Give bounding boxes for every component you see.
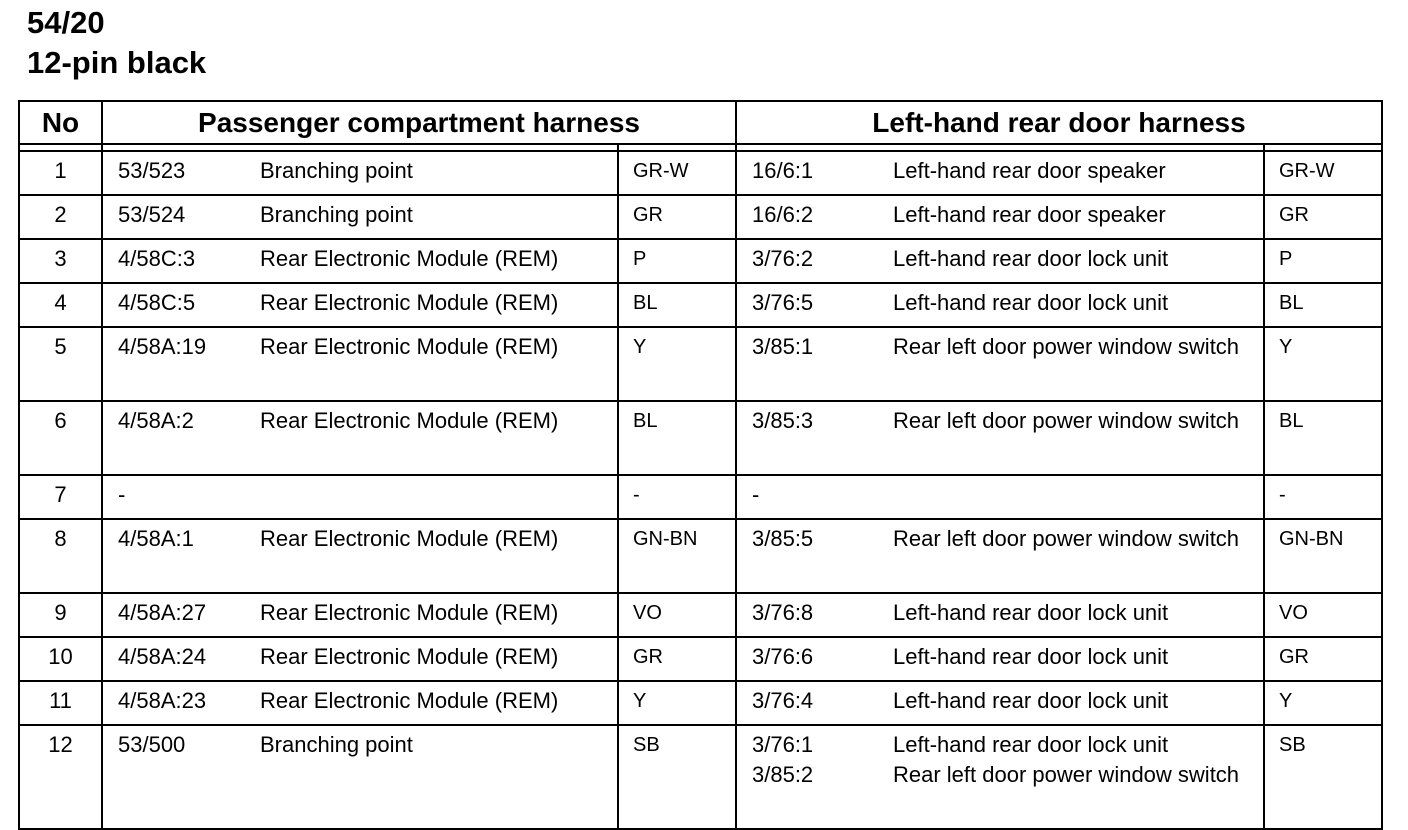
passenger-connection-cell bbox=[102, 195, 618, 239]
pin-number-cell: 2 bbox=[19, 195, 102, 239]
door-description: Left-hand rear door lock unit bbox=[893, 644, 1169, 669]
door-wire-color: GR bbox=[1264, 637, 1382, 681]
table-row bbox=[19, 195, 1382, 239]
passenger-code: 53/500 bbox=[118, 732, 186, 757]
door-connection-line bbox=[752, 598, 1263, 628]
passenger-connection-cell bbox=[102, 475, 618, 519]
passenger-connection-cell bbox=[102, 725, 618, 829]
passenger-wire-color: GR-W bbox=[618, 151, 736, 195]
door-connection-cell bbox=[736, 195, 1264, 239]
door-code: 3/76:5 bbox=[752, 290, 814, 315]
passenger-wire-color: VO bbox=[618, 593, 736, 637]
door-description: Left-hand rear door lock unit bbox=[893, 732, 1169, 757]
table-row bbox=[19, 151, 1382, 195]
passenger-code: 4/58C:5 bbox=[118, 290, 196, 315]
passenger-code: 4/58A:2 bbox=[118, 408, 194, 433]
door-description: Left-hand rear door speaker bbox=[893, 202, 1166, 227]
door-connection-cell bbox=[736, 519, 1264, 593]
door-connection-cell bbox=[736, 637, 1264, 681]
passenger-wire-color: Y bbox=[618, 327, 736, 401]
pin-number-cell: 9 bbox=[19, 593, 102, 637]
door-code: 3/85:1 bbox=[752, 334, 814, 359]
pin-number-cell: 12 bbox=[19, 725, 102, 829]
door-code: 3/76:6 bbox=[752, 644, 814, 669]
door-wire-color: Y bbox=[1264, 327, 1382, 401]
passenger-connection-cell bbox=[102, 151, 618, 195]
passenger-description: Rear Electronic Module (REM) bbox=[260, 600, 559, 625]
passenger-code: 53/523 bbox=[118, 158, 186, 183]
table-row bbox=[19, 475, 1382, 519]
passenger-wire-color: Y bbox=[618, 681, 736, 725]
table-row bbox=[19, 593, 1382, 637]
door-code: 3/85:2 bbox=[752, 762, 814, 787]
passenger-code: 4/58A:23 bbox=[118, 688, 207, 713]
passenger-code: 53/524 bbox=[118, 202, 186, 227]
passenger-wire-color: BL bbox=[618, 283, 736, 327]
header-door-harness: Left-hand rear door harness bbox=[736, 101, 1382, 144]
door-connection-line bbox=[752, 730, 1263, 760]
door-wire-color: P bbox=[1264, 239, 1382, 283]
pin-number-cell: 5 bbox=[19, 327, 102, 401]
door-wire-color: BL bbox=[1264, 283, 1382, 327]
door-code: 3/76:4 bbox=[752, 688, 814, 713]
passenger-connection-cell bbox=[102, 637, 618, 681]
passenger-description: Branching point bbox=[260, 158, 413, 183]
table-row bbox=[19, 519, 1382, 593]
door-connection-line bbox=[752, 480, 1263, 510]
door-connection-line bbox=[752, 332, 1263, 362]
passenger-connection-cell bbox=[102, 239, 618, 283]
passenger-wire-color: GR bbox=[618, 195, 736, 239]
passenger-wire-color: - bbox=[618, 475, 736, 519]
header-passenger-harness: Passenger compartment harness bbox=[102, 101, 736, 144]
door-wire-color: - bbox=[1264, 475, 1382, 519]
passenger-connection-cell bbox=[102, 283, 618, 327]
pin-number-cell: 7 bbox=[19, 475, 102, 519]
door-connection-line bbox=[752, 642, 1263, 672]
passenger-wire-color: GN-BN bbox=[618, 519, 736, 593]
door-description: Left-hand rear door lock unit bbox=[893, 246, 1169, 271]
door-code: 16/6:1 bbox=[752, 158, 814, 183]
passenger-description: Branching point bbox=[260, 202, 413, 227]
door-code: 3/76:1 bbox=[752, 732, 814, 757]
passenger-description: Rear Electronic Module (REM) bbox=[260, 290, 559, 315]
table-body bbox=[19, 151, 1382, 829]
door-wire-color: SB bbox=[1264, 725, 1382, 829]
connector-id-title: 54/20 bbox=[27, 5, 105, 40]
passenger-code: 4/58A:1 bbox=[118, 526, 194, 551]
door-wire-color: Y bbox=[1264, 681, 1382, 725]
passenger-code: 4/58A:24 bbox=[118, 644, 207, 669]
passenger-code: 4/58C:3 bbox=[118, 246, 196, 271]
pin-assignment-table bbox=[18, 100, 1383, 830]
table-row bbox=[19, 725, 1382, 829]
passenger-code: 4/58A:27 bbox=[118, 600, 207, 625]
pin-number-cell: 11 bbox=[19, 681, 102, 725]
door-connection-cell bbox=[736, 401, 1264, 475]
door-code: 3/76:2 bbox=[752, 246, 814, 271]
door-description: Left-hand rear door lock unit bbox=[893, 688, 1169, 713]
door-code: 3/85:5 bbox=[752, 526, 814, 551]
passenger-code: - bbox=[118, 482, 126, 507]
pin-number-cell: 4 bbox=[19, 283, 102, 327]
door-connection-cell bbox=[736, 327, 1264, 401]
door-wire-color: VO bbox=[1264, 593, 1382, 637]
door-description: Rear left door power window switch bbox=[893, 526, 1240, 551]
header-no: No bbox=[19, 101, 102, 144]
pin-number-cell: 1 bbox=[19, 151, 102, 195]
door-connection-cell bbox=[736, 475, 1264, 519]
passenger-wire-color: SB bbox=[618, 725, 736, 829]
pin-number-cell: 3 bbox=[19, 239, 102, 283]
table-header-row bbox=[19, 101, 1382, 144]
door-connection-cell bbox=[736, 151, 1264, 195]
passenger-connection-cell bbox=[102, 401, 618, 475]
door-code: 3/85:3 bbox=[752, 408, 814, 433]
passenger-description: Rear Electronic Module (REM) bbox=[260, 246, 559, 271]
door-code: - bbox=[752, 482, 760, 507]
table-row bbox=[19, 681, 1382, 725]
passenger-description bbox=[260, 480, 617, 510]
passenger-connection-cell bbox=[102, 519, 618, 593]
door-connection-line bbox=[752, 200, 1263, 230]
door-code: 16/6:2 bbox=[752, 202, 814, 227]
passenger-wire-color: P bbox=[618, 239, 736, 283]
connector-type-title: 12-pin black bbox=[27, 45, 207, 80]
passenger-connection-cell bbox=[102, 327, 618, 401]
passenger-description: Rear Electronic Module (REM) bbox=[260, 688, 559, 713]
door-code: 3/76:8 bbox=[752, 600, 814, 625]
door-description: Rear left door power window switch bbox=[893, 408, 1240, 433]
door-description: Left-hand rear door speaker bbox=[893, 158, 1166, 183]
pin-number-cell: 6 bbox=[19, 401, 102, 475]
passenger-description: Rear Electronic Module (REM) bbox=[260, 408, 559, 433]
pin-number-cell: 10 bbox=[19, 637, 102, 681]
door-wire-color: GN-BN bbox=[1264, 519, 1382, 593]
door-description: Left-hand rear door lock unit bbox=[893, 600, 1169, 625]
passenger-description: Rear Electronic Module (REM) bbox=[260, 334, 559, 359]
door-description: Rear left door power window switch bbox=[893, 334, 1240, 359]
door-connection-line bbox=[752, 244, 1263, 274]
pin-number-cell: 8 bbox=[19, 519, 102, 593]
door-connection-cell bbox=[736, 681, 1264, 725]
passenger-wire-color: BL bbox=[618, 401, 736, 475]
passenger-code: 4/58A:19 bbox=[118, 334, 207, 359]
header-separator bbox=[19, 144, 1382, 151]
door-connection-line bbox=[752, 406, 1263, 436]
door-connection-cell bbox=[736, 593, 1264, 637]
door-wire-color: GR-W bbox=[1264, 151, 1382, 195]
door-connection-line bbox=[752, 686, 1263, 716]
table-row bbox=[19, 327, 1382, 401]
passenger-description: Rear Electronic Module (REM) bbox=[260, 526, 559, 551]
door-connection-cell bbox=[736, 725, 1264, 829]
passenger-connection-cell bbox=[102, 593, 618, 637]
table-row bbox=[19, 401, 1382, 475]
passenger-description: Branching point bbox=[260, 732, 413, 757]
door-description bbox=[893, 480, 1263, 510]
door-wire-color: BL bbox=[1264, 401, 1382, 475]
door-connection-line bbox=[752, 288, 1263, 318]
door-connection-line bbox=[752, 524, 1263, 554]
door-connection-cell bbox=[736, 239, 1264, 283]
door-wire-color: GR bbox=[1264, 195, 1382, 239]
passenger-connection-cell bbox=[102, 681, 618, 725]
passenger-wire-color: GR bbox=[618, 637, 736, 681]
table-row bbox=[19, 239, 1382, 283]
passenger-description: Rear Electronic Module (REM) bbox=[260, 644, 559, 669]
table-row bbox=[19, 283, 1382, 327]
door-description: Rear left door power window switch bbox=[893, 762, 1240, 787]
door-description: Left-hand rear door lock unit bbox=[893, 290, 1169, 315]
door-connection-line bbox=[752, 156, 1263, 186]
door-connection-cell bbox=[736, 283, 1264, 327]
table-row bbox=[19, 637, 1382, 681]
